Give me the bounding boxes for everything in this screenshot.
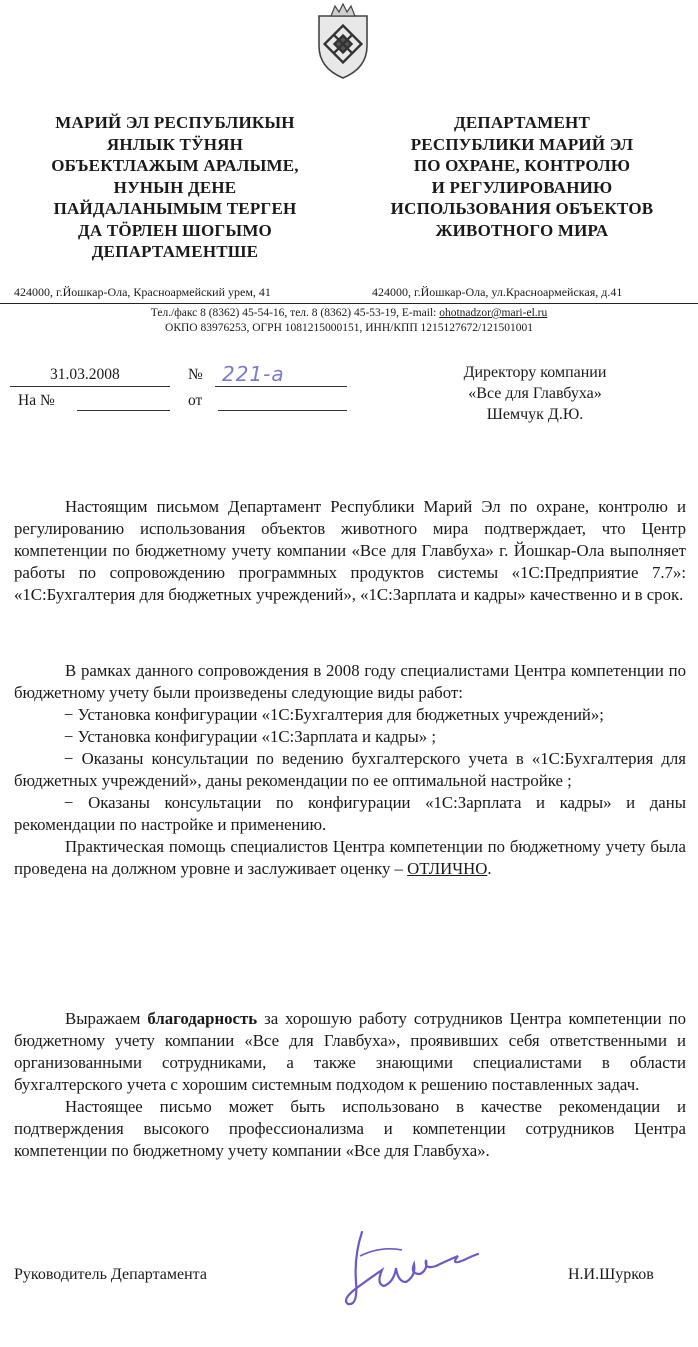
body-paragraph-1 [14,496,686,606]
paragraph-assessment [14,836,686,880]
paragraph-text: Настоящим письмом Департамент Республики Марий Эл по охране, контролю и регулированию использования объектов животного мира подтверждает, что Центр компетенции по бюджетному учету компании «Все для Главбуха» г. Йошкар-Ола выполняет работы по сопровождению программных продуктов системы «1С:Предприятие 7.7»: «1С:Бухгалтерия для бюджетных учреждений», «1С:Зарплата и кадры» качественно и в срок. [14,497,686,604]
header-right-line: ИСПОЛЬЗОВАНИЯ ОБЪЕКТОВ [390,199,654,218]
from-label: от [188,392,203,409]
signatory-name: Н.И.Шурков [568,1266,654,1283]
paragraph-text: Настоящее письмо может быть использовано в качестве рекомендации и подтверждения высокого профессионализма и компетенции сотрудников Центра компетенции по бюджетному учету компании «Все для Главбуха». [14,1097,686,1160]
header-right-russian [352,112,692,241]
addressee-block [400,362,670,425]
coat-of-arms-icon [311,2,375,80]
contacts-block [0,306,698,336]
number-label: № [188,366,203,383]
header-right-line: И РЕГУЛИРОВАНИЮ [431,177,613,197]
email-link[interactable]: ohotnadzor@mari-el.ru [439,307,548,319]
header-left-line: ДЕПАРТАМЕНТШЕ [91,242,259,261]
thanks-bold: благодарность [147,1009,258,1028]
paragraph-thanks [14,1008,686,1096]
header-right-line: ЖИВОТНОГО МИРА [435,220,609,240]
header-left-line: ОБЪЕКТЛАЖЫМ АРАЛЫМЕ, [51,156,299,175]
handwritten-number: 221-а [222,362,285,386]
contacts-phones: Тел./факс 8 (8362) 45-54-16, тел. 8 (8362) 45-53-19, E-mail: [150,307,440,319]
ref-underline [77,410,170,411]
body-section-works [14,660,686,880]
header-left-mari [10,112,340,263]
contacts-line-codes: ОКПО 83976253, ОГРН 1081215000151, ИНН/КПП 1215127672/121501001 [165,322,533,334]
list-item: − Оказаны консультации по конфигурации «1С:Зарплата и кадры» и даны рекомендации по настройке и применению. [14,793,686,834]
header-left-line: МАРИЙ ЭЛ РЕСПУБЛИКЫН [55,113,295,132]
contacts-line-phones [0,306,698,321]
thanks-rest: за хорошую работу сотрудников Центра компетенции по бюджетному учету компании «Все для Главбуха», проявивших себя ответственными и организованными сотрудниками, а также знающими специалистами в области бухгалтерского учета с хорошим системным подходом к решению поставленных задач. [14,1009,686,1094]
date-underline [10,386,170,387]
paragraph-text: В рамках данного сопровождения в 2008 году специалистами Центра компетенции по бюджетному учету были произведены следующие виды работ: [14,661,686,702]
header-left-line: ДА ТӦРЛЕН ШОГЫМО [78,220,272,240]
handwritten-signature-icon [340,1226,480,1310]
signatory-position: Руководитель Департамента [14,1266,207,1283]
from-underline [218,410,347,411]
addressee-line: Шемчук Д.Ю. [486,406,584,423]
list-item: − Оказаны консультации по ведению бухгалтерского учета в «1С:Бухгалтерия для бюджетных учреждений», даны рекомендации по ее оптимальной настройке ; [14,749,686,790]
header-divider [0,303,698,304]
assessment-end: . [487,859,492,878]
header-left-line: ПАЙДАЛАНЫМЫМ ТЕРГЕН [53,199,297,218]
number-underline [215,386,347,387]
grade-text: ОТЛИЧНО [407,859,488,878]
thanks-start: Выражаем [65,1009,148,1028]
addressee-line: Директору компании [463,364,607,381]
letter-date: 31.03.2008 [50,366,120,383]
header-left-line: НУНЫН ДЕНЕ [113,177,237,197]
header-left-line: ЯНЛЫК ТӰНЯН [106,134,244,154]
header-right-line: ПО ОХРАНЕ, КОНТРОЛЮ [413,156,631,175]
header-right-line: ДЕПАРТАМЕНТ [453,113,591,132]
list-item: − Установка конфигурации «1С:Зарплата и кадры» ; [64,727,436,746]
assessment-text: Практическая помощь специалистов Центра компетенции по бюджетному учету была проведена на должном уровне и заслуживает оценку – [14,837,686,878]
ref-label: На № [18,392,55,409]
address-right: 424000, г.Йошкар-Ола, ул.Красноармейская, д.41 [372,285,623,299]
address-left: 424000, г.Йошкар-Ола, Красноармейский урем, 41 [14,285,271,299]
addressee-line: «Все для Главбуха» [468,385,602,402]
list-item: − Установка конфигурации «1С:Бухгалтерия для бюджетных учреждений»; [64,705,604,724]
body-section-thanks [14,1008,686,1162]
header-right-line: РЕСПУБЛИКИ МАРИЙ ЭЛ [410,134,634,154]
